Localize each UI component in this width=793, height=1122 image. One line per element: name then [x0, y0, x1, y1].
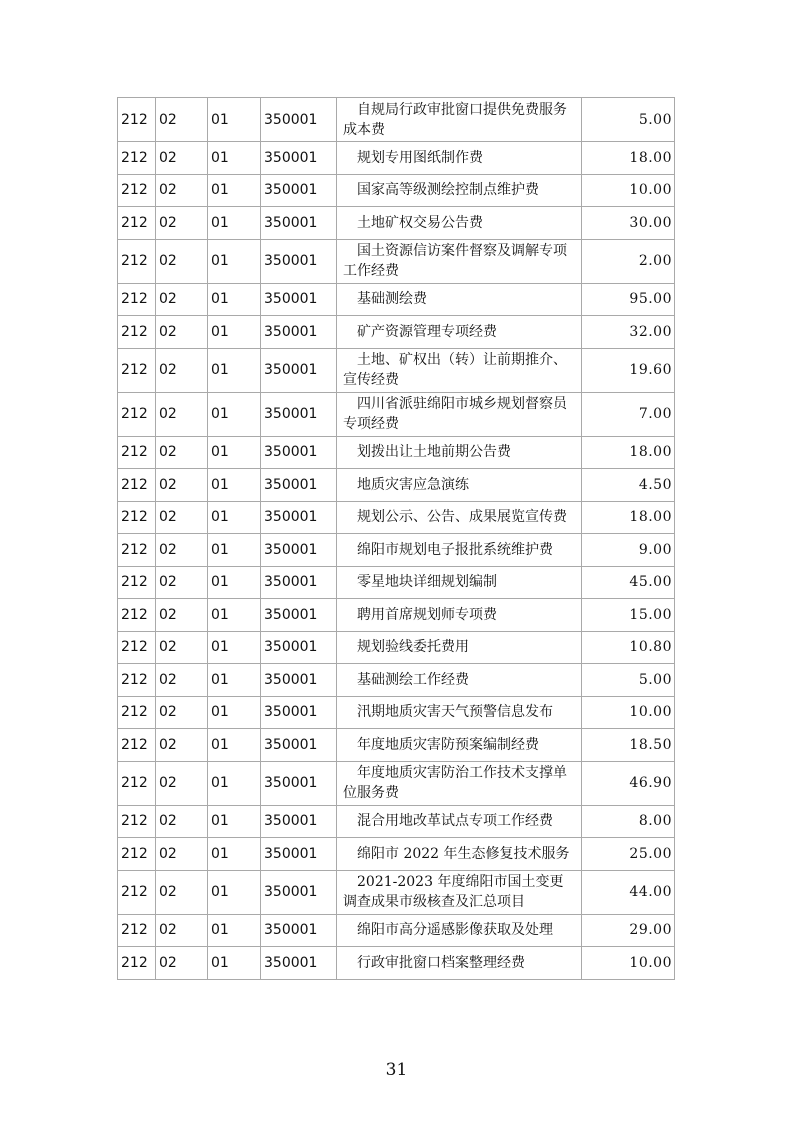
project-name: 规划专用图纸制作费: [357, 149, 483, 166]
project-name-cell: [337, 501, 582, 534]
project-name-cell: [337, 534, 582, 567]
unit-code-cell: 350001: [261, 239, 337, 283]
project-name: 绵阳市高分遥感影像获取及处理: [357, 922, 553, 939]
amount-cell: 10.00: [582, 947, 675, 980]
table-row: [118, 98, 675, 142]
project-name: 混合用地改革试点专项工作经费: [357, 813, 553, 830]
budget-table-body: [118, 98, 675, 980]
class-code-cell: 212: [118, 947, 156, 980]
item-code-cell: 01: [208, 392, 261, 436]
item-code-cell: 01: [208, 348, 261, 392]
section-code-cell: 02: [156, 142, 208, 175]
class-code-cell: 212: [118, 566, 156, 599]
unit-code-cell: 350001: [261, 534, 337, 567]
item-code-cell: 01: [208, 838, 261, 871]
project-name: 规划验线委托费用: [357, 639, 469, 656]
amount-cell: 15.00: [582, 599, 675, 632]
class-code-cell: 212: [118, 316, 156, 349]
project-name: 绵阳市规划电子报批系统维护费: [357, 541, 553, 558]
item-code-cell: 01: [208, 142, 261, 175]
unit-code-cell: 350001: [261, 436, 337, 469]
item-code-cell: 01: [208, 207, 261, 240]
unit-code-cell: 350001: [261, 696, 337, 729]
table-row: [118, 239, 675, 283]
section-code-cell: 02: [156, 805, 208, 838]
section-code-cell: 02: [156, 98, 208, 142]
class-code-cell: 212: [118, 142, 156, 175]
project-name: 年度地质灾害防预案编制经费: [357, 736, 539, 753]
section-code-cell: 02: [156, 283, 208, 316]
table-row: [118, 392, 675, 436]
item-code-cell: 01: [208, 501, 261, 534]
amount-cell: 5.00: [582, 664, 675, 697]
table-row: [118, 914, 675, 947]
class-code-cell: 212: [118, 761, 156, 805]
unit-code-cell: 350001: [261, 501, 337, 534]
amount-cell: 18.00: [582, 142, 675, 175]
project-name-cell: [337, 392, 582, 436]
amount-cell: 10.80: [582, 631, 675, 664]
item-code-cell: 01: [208, 870, 261, 914]
section-code-cell: 02: [156, 174, 208, 207]
budget-table: [117, 97, 675, 980]
section-code-cell: 02: [156, 566, 208, 599]
project-name-cell: [337, 469, 582, 502]
unit-code-cell: 350001: [261, 283, 337, 316]
table-row: [118, 947, 675, 980]
project-name: 基础测绘工作经费: [357, 671, 469, 688]
table-row: [118, 469, 675, 502]
project-name: 行政审批窗口档案整理经费: [357, 954, 525, 971]
table-row: [118, 534, 675, 567]
item-code-cell: 01: [208, 174, 261, 207]
amount-cell: 45.00: [582, 566, 675, 599]
section-code-cell: 02: [156, 392, 208, 436]
section-code-cell: 02: [156, 436, 208, 469]
class-code-cell: 212: [118, 348, 156, 392]
item-code-cell: 01: [208, 729, 261, 762]
class-code-cell: 212: [118, 469, 156, 502]
amount-cell: 18.00: [582, 436, 675, 469]
project-name-cell: [337, 316, 582, 349]
amount-cell: 9.00: [582, 534, 675, 567]
table-row: [118, 805, 675, 838]
project-name: 矿产资源管理专项经费: [357, 323, 497, 340]
project-name: 汛期地质灾害天气预警信息发布: [357, 704, 553, 721]
project-name-cell: [337, 838, 582, 871]
table-row: [118, 761, 675, 805]
unit-code-cell: 350001: [261, 98, 337, 142]
section-code-cell: 02: [156, 838, 208, 871]
project-name-cell: [337, 664, 582, 697]
amount-cell: 5.00: [582, 98, 675, 142]
section-code-cell: 02: [156, 207, 208, 240]
unit-code-cell: 350001: [261, 142, 337, 175]
class-code-cell: 212: [118, 599, 156, 632]
project-name: 年度地质灾害防治工作技术支撑单位服务费: [343, 765, 567, 801]
unit-code-cell: 350001: [261, 947, 337, 980]
project-name: 土地矿权交易公告费: [357, 214, 483, 231]
project-name-cell: [337, 914, 582, 947]
class-code-cell: 212: [118, 805, 156, 838]
project-name-cell: [337, 436, 582, 469]
item-code-cell: 01: [208, 947, 261, 980]
item-code-cell: 01: [208, 664, 261, 697]
class-code-cell: 212: [118, 534, 156, 567]
table-row: [118, 599, 675, 632]
item-code-cell: 01: [208, 566, 261, 599]
class-code-cell: 212: [118, 174, 156, 207]
item-code-cell: 01: [208, 914, 261, 947]
amount-cell: 29.00: [582, 914, 675, 947]
project-name: 土地、矿权出（转）让前期推介、宣传经费: [343, 352, 567, 388]
project-name-cell: [337, 631, 582, 664]
table-row: [118, 566, 675, 599]
class-code-cell: 212: [118, 631, 156, 664]
unit-code-cell: 350001: [261, 729, 337, 762]
section-code-cell: 02: [156, 316, 208, 349]
unit-code-cell: 350001: [261, 348, 337, 392]
project-name: 绵阳市 2022 年生态修复技术服务: [357, 845, 570, 862]
table-row: [118, 174, 675, 207]
project-name-cell: [337, 283, 582, 316]
table-row: [118, 501, 675, 534]
section-code-cell: 02: [156, 534, 208, 567]
project-name: 聘用首席规划师专项费: [357, 606, 497, 623]
table-row: [118, 696, 675, 729]
project-name-cell: [337, 870, 582, 914]
project-name: 2021-2023 年度绵阳市国土变更调查成果市级核查及汇总项目: [343, 874, 564, 910]
table-row: [118, 316, 675, 349]
unit-code-cell: 350001: [261, 599, 337, 632]
amount-cell: 32.00: [582, 316, 675, 349]
project-name-cell: [337, 729, 582, 762]
project-name-cell: [337, 696, 582, 729]
project-name: 国土资源信访案件督察及调解专项工作经费: [343, 243, 567, 279]
amount-cell: 10.00: [582, 174, 675, 207]
item-code-cell: 01: [208, 805, 261, 838]
unit-code-cell: 350001: [261, 664, 337, 697]
project-name-cell: [337, 98, 582, 142]
section-code-cell: 02: [156, 599, 208, 632]
item-code-cell: 01: [208, 239, 261, 283]
amount-cell: 25.00: [582, 838, 675, 871]
project-name: 零星地块详细规划编制: [357, 574, 497, 591]
project-name-cell: [337, 142, 582, 175]
project-name-cell: [337, 348, 582, 392]
section-code-cell: 02: [156, 914, 208, 947]
section-code-cell: 02: [156, 239, 208, 283]
project-name-cell: [337, 207, 582, 240]
section-code-cell: 02: [156, 696, 208, 729]
table-row: [118, 283, 675, 316]
class-code-cell: 212: [118, 664, 156, 697]
item-code-cell: 01: [208, 316, 261, 349]
project-name: 基础测绘费: [357, 291, 427, 308]
class-code-cell: 212: [118, 729, 156, 762]
unit-code-cell: 350001: [261, 174, 337, 207]
table-row: [118, 142, 675, 175]
unit-code-cell: 350001: [261, 566, 337, 599]
class-code-cell: 212: [118, 239, 156, 283]
item-code-cell: 01: [208, 469, 261, 502]
class-code-cell: 212: [118, 696, 156, 729]
item-code-cell: 01: [208, 631, 261, 664]
amount-cell: 4.50: [582, 469, 675, 502]
item-code-cell: 01: [208, 761, 261, 805]
item-code-cell: 01: [208, 599, 261, 632]
unit-code-cell: 350001: [261, 392, 337, 436]
amount-cell: 95.00: [582, 283, 675, 316]
unit-code-cell: 350001: [261, 761, 337, 805]
section-code-cell: 02: [156, 631, 208, 664]
table-row: [118, 207, 675, 240]
section-code-cell: 02: [156, 348, 208, 392]
unit-code-cell: 350001: [261, 207, 337, 240]
amount-cell: 44.00: [582, 870, 675, 914]
section-code-cell: 02: [156, 664, 208, 697]
section-code-cell: 02: [156, 501, 208, 534]
project-name-cell: [337, 174, 582, 207]
project-name: 规划公示、公告、成果展览宣传费: [357, 509, 567, 526]
amount-cell: 18.50: [582, 729, 675, 762]
project-name: 地质灾害应急演练: [357, 476, 469, 493]
item-code-cell: 01: [208, 283, 261, 316]
table-row: [118, 664, 675, 697]
table-row: [118, 631, 675, 664]
class-code-cell: 212: [118, 436, 156, 469]
project-name: 四川省派驻绵阳市城乡规划督察员专项经费: [343, 396, 567, 432]
table-row: [118, 838, 675, 871]
page-number: 31: [385, 1060, 408, 1080]
section-code-cell: 02: [156, 870, 208, 914]
class-code-cell: 212: [118, 501, 156, 534]
class-code-cell: 212: [118, 98, 156, 142]
table-row: [118, 729, 675, 762]
amount-cell: 19.60: [582, 348, 675, 392]
amount-cell: 2.00: [582, 239, 675, 283]
class-code-cell: 212: [118, 870, 156, 914]
unit-code-cell: 350001: [261, 805, 337, 838]
item-code-cell: 01: [208, 436, 261, 469]
class-code-cell: 212: [118, 838, 156, 871]
section-code-cell: 02: [156, 947, 208, 980]
project-name-cell: [337, 239, 582, 283]
item-code-cell: 01: [208, 98, 261, 142]
project-name-cell: [337, 599, 582, 632]
project-name-cell: [337, 761, 582, 805]
item-code-cell: 01: [208, 696, 261, 729]
unit-code-cell: 350001: [261, 838, 337, 871]
class-code-cell: 212: [118, 207, 156, 240]
table-row: [118, 436, 675, 469]
project-name-cell: [337, 947, 582, 980]
amount-cell: 8.00: [582, 805, 675, 838]
item-code-cell: 01: [208, 534, 261, 567]
unit-code-cell: 350001: [261, 870, 337, 914]
unit-code-cell: 350001: [261, 631, 337, 664]
project-name: 自规局行政审批窗口提供免费服务成本费: [343, 101, 567, 138]
unit-code-cell: 350001: [261, 469, 337, 502]
amount-cell: 30.00: [582, 207, 675, 240]
amount-cell: 7.00: [582, 392, 675, 436]
project-name-cell: [337, 566, 582, 599]
amount-cell: 46.90: [582, 761, 675, 805]
amount-cell: 10.00: [582, 696, 675, 729]
unit-code-cell: 350001: [261, 914, 337, 947]
table-row: [118, 870, 675, 914]
project-name-cell: [337, 805, 582, 838]
amount-cell: 18.00: [582, 501, 675, 534]
section-code-cell: 02: [156, 761, 208, 805]
class-code-cell: 212: [118, 392, 156, 436]
project-name: 划拨出让土地前期公告费: [357, 444, 511, 461]
unit-code-cell: 350001: [261, 316, 337, 349]
table-row: [118, 348, 675, 392]
project-name: 国家高等级测绘控制点维护费: [357, 182, 539, 199]
section-code-cell: 02: [156, 729, 208, 762]
class-code-cell: 212: [118, 283, 156, 316]
class-code-cell: 212: [118, 914, 156, 947]
section-code-cell: 02: [156, 469, 208, 502]
